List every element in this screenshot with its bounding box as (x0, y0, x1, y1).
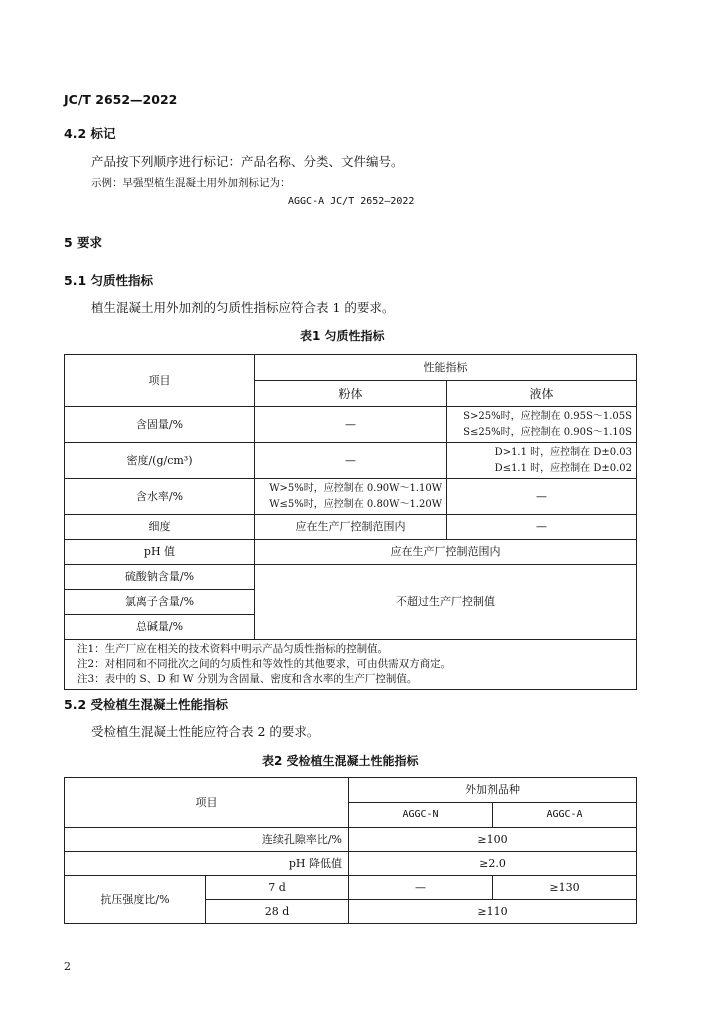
table2-cell-ph-reduction: ≥2.0 (349, 852, 637, 876)
table1-item-alkali: 总碱量/% (65, 615, 255, 640)
section-4-2-heading: 4.2 标记 (64, 126, 116, 141)
page-number: 2 (64, 960, 71, 973)
table2-header-aggc-a: AGGC-A (493, 803, 637, 828)
document-code: JC/T 2652—2022 (64, 92, 178, 107)
table1-item-ph: pH 值 (65, 540, 255, 565)
table1-cell-limit-value: 不超过生产厂控制值 (255, 565, 637, 640)
table1-item-moisture: 含水率/% (65, 479, 255, 515)
table1-cell-powder: — (255, 407, 447, 443)
table-row (65, 515, 637, 540)
table1-note-2: 注2：对相同和不同批次之间的匀质性和等效性的其他要求，可由供需双方商定。 (77, 658, 452, 670)
table1-cell-powder: 应在生产厂控制范围内 (255, 515, 447, 540)
table2-title: 表2 受检植生混凝土性能指标 (262, 754, 419, 768)
table-row (65, 479, 637, 515)
table1-header-liquid: 液体 (447, 381, 637, 407)
table2-header-variety: 外加剂品种 (349, 778, 637, 803)
example-label: 示例：早强型植生混凝土用外加剂标记为： (91, 177, 291, 189)
table-row (65, 565, 637, 590)
table1-item-chloride: 氯离子含量/% (65, 590, 255, 615)
table-row (65, 443, 637, 479)
table-row (65, 852, 637, 876)
table1-title: 表1 匀质性指标 (300, 329, 385, 343)
uniformity-table (64, 354, 637, 690)
table2-cell-7d-a: ≥130 (493, 876, 637, 900)
table2-item-28d: 28 d (206, 900, 349, 924)
table2-header-aggc-n: AGGC-N (349, 803, 493, 828)
section-5-2-paragraph: 受检植生混凝土性能应符合表 2 的要求。 (91, 724, 320, 739)
table2-cell-7d-n: — (349, 876, 493, 900)
table-row (65, 828, 637, 852)
table1-header-performance: 性能指标 (255, 355, 637, 381)
table-row (65, 876, 637, 900)
section-5-2-heading: 5.2 受检植生混凝土性能指标 (64, 697, 228, 712)
table1-cell-liquid: — (447, 515, 637, 540)
table1-cell-powder: — (255, 443, 447, 479)
table1-cell-liquid: D>1.1 时，应控制在 D±0.03 D≤1.1 时，应控制在 D±0.02 (447, 443, 637, 479)
section-5-1-paragraph: 植生混凝土用外加剂的匀质性指标应符合表 1 的要求。 (91, 300, 395, 315)
table2-cell-28d: ≥110 (349, 900, 637, 924)
table1-note-3: 注3：表中的 S、D 和 W 分别为含固量、密度和含水率的生产厂控制值。 (77, 673, 418, 685)
table2-item-7d: 7 d (206, 876, 349, 900)
table1-header-powder: 粉体 (255, 381, 447, 407)
table1-item-solid: 含固量/% (65, 407, 255, 443)
table1-header-item: 项目 (65, 355, 255, 407)
example-code: AGGC-A JC/T 2652—2022 (288, 196, 415, 207)
table2-header-item: 项目 (65, 778, 349, 828)
section-5-1-heading: 5.1 匀质性指标 (64, 273, 153, 288)
table1-notes (65, 640, 637, 690)
table1-cell-liquid: S>25%时，应控制在 0.95S～1.05S S≤25%时，应控制在 0.90S～1.10S (447, 407, 637, 443)
table2-item-ph-reduction: pH 降低值 (65, 852, 349, 876)
table1-cell-ph-value: 应在生产厂控制范围内 (255, 540, 637, 565)
table2-cell-porosity: ≥100 (349, 828, 637, 852)
table1-item-sodium-sulfate: 硫酸钠含量/% (65, 565, 255, 590)
table1-note-1: 注1：生产厂应在相关的技术资料中明示产品匀质性指标的控制值。 (77, 643, 389, 655)
section-5-heading: 5 要求 (64, 235, 103, 250)
table1-item-density: 密度/(g/cm³) (65, 443, 255, 479)
section-4-2-paragraph: 产品按下列顺序进行标记：产品名称、分类、文件编号。 (91, 154, 404, 169)
table1-item-fineness: 细度 (65, 515, 255, 540)
table2-item-compressive: 抗压强度比/% (65, 876, 206, 924)
table-row (65, 540, 637, 565)
table1-cell-powder: W>5%时，应控制在 0.90W～1.10W W≤5%时，应控制在 0.80W～1.20W (255, 479, 447, 515)
table2-item-porosity: 连续孔隙率比/% (65, 828, 349, 852)
table1-cell-liquid: — (447, 479, 637, 515)
concrete-performance-table (64, 777, 637, 924)
table-row (65, 407, 637, 443)
